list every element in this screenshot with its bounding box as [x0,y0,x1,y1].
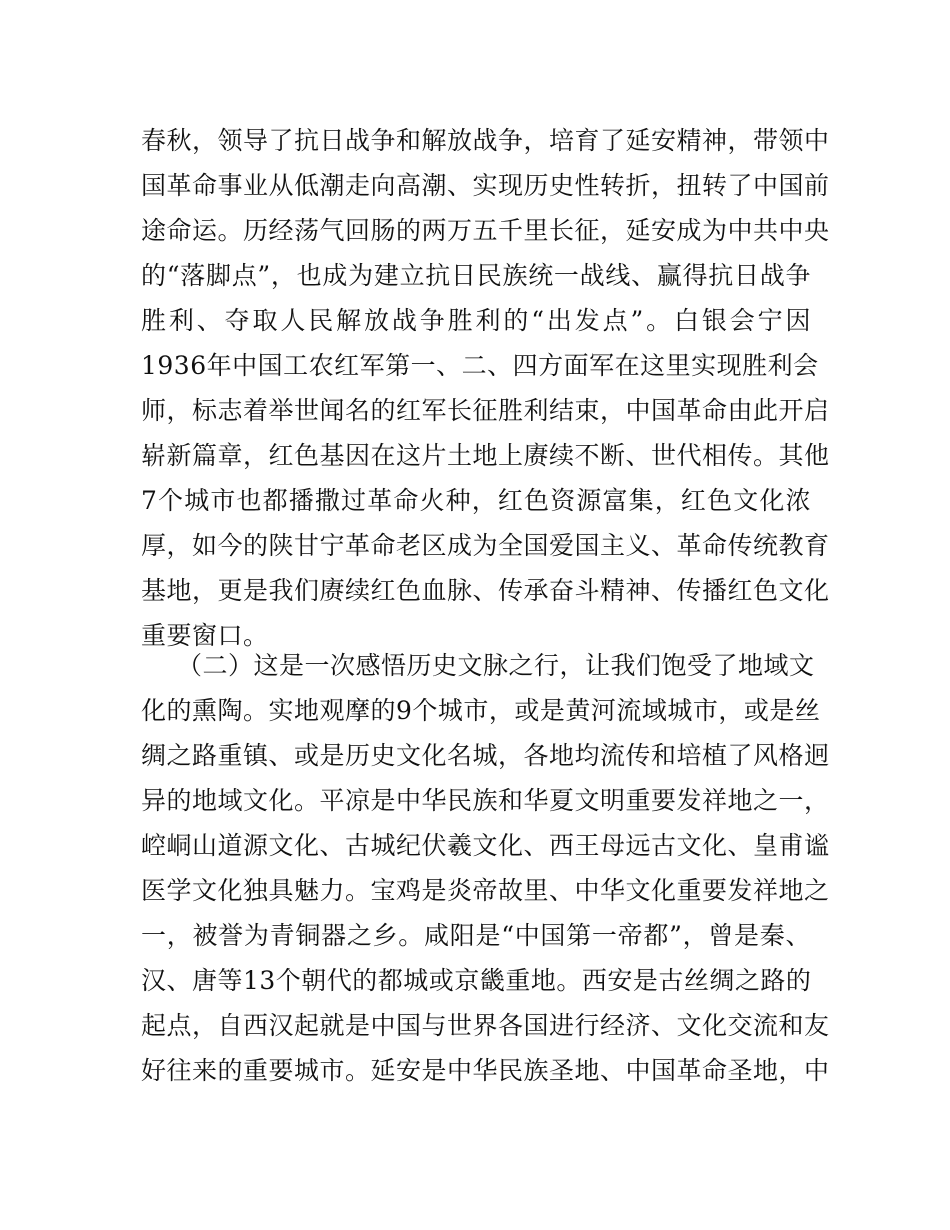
text-line: （二）这是一次感悟历史文脉之行，让我们饱受了地域文 [177,651,815,680]
text-line: 崭新篇章，红色基因在这片土地上赓续不断、世代相传。其他 [141,441,830,470]
text-line: 的“落脚点”，也成为建立抗日民族统一战线、赢得抗日战争 [141,261,811,290]
text-line: 汉、唐等13个朝代的都城或京畿重地。西安是古丝绸之路的 [141,966,812,995]
text-line: 途命运。历经荡气回肠的两万五千里长征，延安成为中共中央 [141,216,830,245]
text-line: 崆峒山道源文化、古城纪伏羲文化、西王母远古文化、皇甫谧 [141,831,830,860]
text-line: 基地，更是我们赓续红色血脉、传承奋斗精神、传播红色文化 [141,576,830,605]
text-line: 国革命事业从低潮走向高潮、实现历史性转折，扭转了中国前 [141,171,830,200]
text-line: 胜利、夺取人民解放战争胜利的“出发点”。白银会宁因 [141,306,811,335]
text-line: 师，标志着举世闻名的红军长征胜利结束，中国革命由此开启 [141,396,830,425]
text-line: 春秋，领导了抗日战争和解放战争，培育了延安精神，带领中 [141,126,830,155]
text-line: 1936年中国工农红军第一、二、四方面军在这里实现胜利会 [141,351,819,380]
text-line: 绸之路重镇、或是历史文化名城，各地均流传和培植了风格迥 [141,741,830,770]
text-line: 好往来的重要城市。延安是中华民族圣地、中国革命圣地，中 [141,1056,830,1085]
text-line: 厚，如今的陕甘宁革命老区成为全国爱国主义、革命传统教育 [141,531,830,560]
text-line: 重要窗口。 [141,621,269,650]
text-line: 一，被誉为青铜器之乡。咸阳是“中国第一帝都”，曾是秦、 [141,921,811,950]
text-line: 起点，自西汉起就是中国与世界各国进行经济、文化交流和友 [141,1011,830,1040]
text-line: 医学文化独具魅力。宝鸡是炎帝故里、中华文化重要发祥地之 [141,876,830,905]
text-line: 异的地域文化。平凉是中华民族和华夏文明重要发祥地之一， [141,786,830,815]
text-line: 7个城市也都播撒过革命火种，红色资源富集，红色文化浓 [141,486,811,515]
paragraph-red-culture [141,118,830,658]
text-line: 化的熏陶。实地观摩的9个城市，或是黄河流域城市，或是丝 [141,696,821,725]
paragraph-regional-culture [141,643,830,1093]
